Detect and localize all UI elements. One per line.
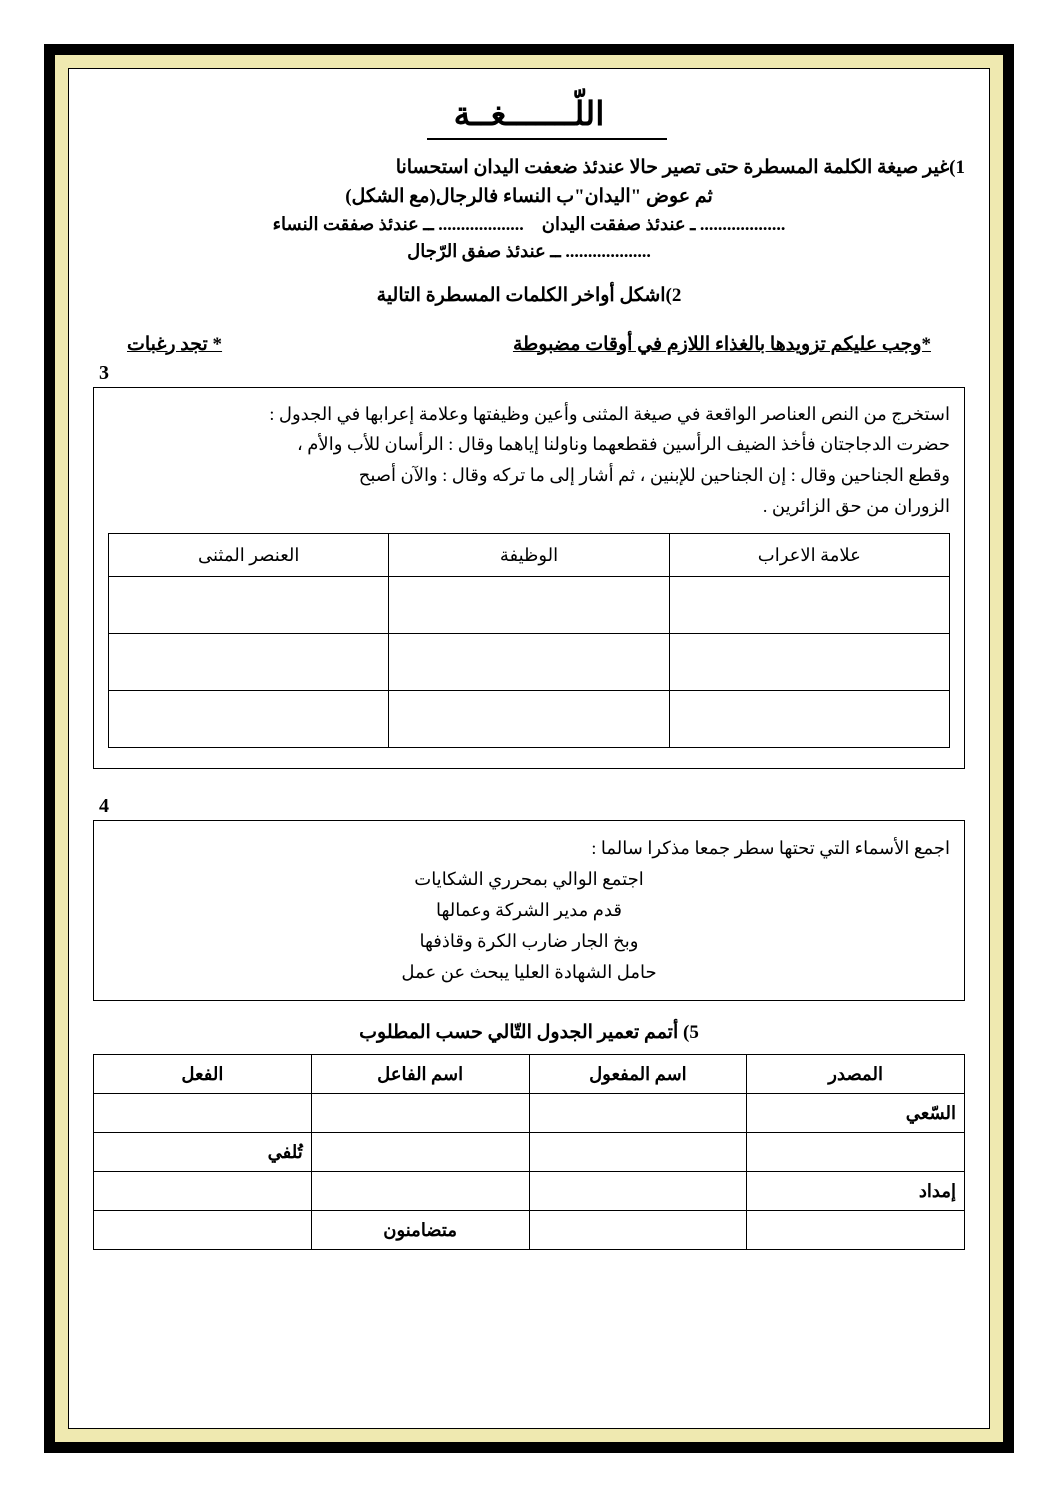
cell-verb-1[interactable] (94, 1094, 312, 1133)
cell-ism-mafool-2[interactable] (529, 1133, 747, 1172)
question-1-line-2: ثم عوض "اليدان"ب النساء فالرجال(مع الشكل) (345, 185, 713, 207)
table-header-irab: علامة الاعراب (669, 534, 949, 577)
question-1-answer-2: ــ عندئذ صفقت النساء (272, 213, 434, 234)
page-title: اللّـــــــغــة (453, 97, 605, 133)
question-1-answer-3: ــ عندئذ صفق الرّجال (407, 240, 561, 261)
question-3-text-line-3: الزوران من حق الزائرين . (762, 496, 950, 517)
cell-irab-3[interactable] (669, 691, 949, 748)
table-header-function: الوظيفة (389, 534, 669, 577)
cell-ism-fael-4[interactable]: متضامنون (311, 1211, 529, 1250)
table-row (109, 577, 950, 634)
question-4-line-1: اجتمع الوالي بمحرري الشكايات (414, 869, 644, 890)
question-3-text-line-2: وقطع الجناحين وقال : إن الجناحين للإبنين ، ثم أشار إلى ما تركه وقال : والآن أصبح (358, 465, 950, 486)
question-1-answers-row-1 (93, 214, 965, 235)
table-header-row (94, 1055, 965, 1094)
question-5-table (93, 1054, 965, 1250)
cell-ism-mafool-1[interactable] (529, 1094, 747, 1133)
question-1-line-1 (93, 154, 965, 183)
question-4-box (93, 820, 965, 1001)
table-row (109, 691, 950, 748)
cell-masdar-2[interactable] (747, 1133, 965, 1172)
cell-verb-4[interactable] (94, 1211, 312, 1250)
dots-filler-a: ................... (699, 213, 786, 234)
table-row (94, 1094, 965, 1133)
question-2-item-left: *وجب عليكم تزويدها بالغذاء اللازم في أوقات مضبوطة (512, 333, 931, 355)
cell-verb-2[interactable]: تُلفي (94, 1133, 312, 1172)
cell-ism-mafool-4[interactable] (529, 1211, 747, 1250)
cell-function-3[interactable] (389, 691, 669, 748)
cell-irab-2[interactable] (669, 634, 949, 691)
cell-masdar-1[interactable]: السّعي (747, 1094, 965, 1133)
table-row (94, 1172, 965, 1211)
cell-verb-3[interactable] (94, 1172, 312, 1211)
box-bottom-spacer (108, 748, 950, 758)
question-1-answers-row-2 (93, 241, 965, 262)
question-3-number: 3 (99, 361, 109, 384)
dots-filler-b: ................... (438, 213, 524, 234)
question-5-heading: 5) أتمم تعمير الجدول التّالي حسب المطلوب (359, 1022, 699, 1044)
header-verb: الفعل (94, 1055, 312, 1094)
table-row (109, 634, 950, 691)
table-header-element: العنصر المثنى (109, 534, 389, 577)
question-1-answer-1: ـ عندئذ صفقت اليدان (541, 213, 696, 234)
cell-ism-fael-1[interactable] (311, 1094, 529, 1133)
cell-element-1[interactable] (109, 577, 389, 634)
question-4-line-3: وبخ الجار ضارب الكرة وقاذفها (419, 931, 639, 952)
cell-ism-fael-3[interactable] (311, 1172, 529, 1211)
cell-function-2[interactable] (389, 634, 669, 691)
question-4-number: 4 (99, 795, 109, 818)
question-2-heading: 2)اشكل أواخر الكلمات المسطرة التالية (376, 284, 682, 306)
question-3-box (93, 387, 965, 770)
question-4-line-4: حامل الشهادة العليا يبحث عن عمل (401, 962, 657, 983)
question-3-text-line-1: حضرت الدجاجتان فأخذ الضيف الرأسين فقطعهما وناولنا إياهما وقال : الرأسان للأب والأم ، (296, 434, 950, 455)
cell-masdar-4[interactable] (747, 1211, 965, 1250)
title-underline (427, 138, 667, 140)
cell-element-3[interactable] (109, 691, 389, 748)
dots-filler-c: ................... (565, 240, 651, 261)
cell-function-1[interactable] (389, 577, 669, 634)
cell-masdar-3[interactable]: إمداد (747, 1172, 965, 1211)
table-header-row (109, 534, 950, 577)
header-ism-mafool: اسم المفعول (529, 1055, 747, 1094)
question-3-instruction: استخرج من النص العناصر الواقعة في صيغة المثنى وأعين وظيفتها وعلامة إعرابها في الجدول : (269, 403, 950, 424)
question-2-items (127, 333, 931, 356)
question-4-instruction: اجمع الأسماء التي تحتها سطر جمعا مذكرا سالما : (591, 838, 950, 859)
header-ism-fael: اسم الفاعل (311, 1055, 529, 1094)
cell-ism-fael-2[interactable] (311, 1133, 529, 1172)
question-3-table (108, 533, 950, 748)
table-row (94, 1133, 965, 1172)
table-row (94, 1211, 965, 1250)
header-masdar: المصدر (747, 1055, 965, 1094)
question-4-line-2: قدم مدير الشركة وعمالها (435, 900, 622, 921)
question-1-text: 1)غير صيغة الكلمة المسطرة حتى تصير حالا عندئذ ضعفت اليدان استحسانا (395, 157, 965, 178)
cell-ism-mafool-3[interactable] (529, 1172, 747, 1211)
cell-element-2[interactable] (109, 634, 389, 691)
cell-irab-1[interactable] (669, 577, 949, 634)
worksheet-content (75, 74, 983, 1423)
question-2-item-right: * تجد رغبات (127, 333, 223, 355)
